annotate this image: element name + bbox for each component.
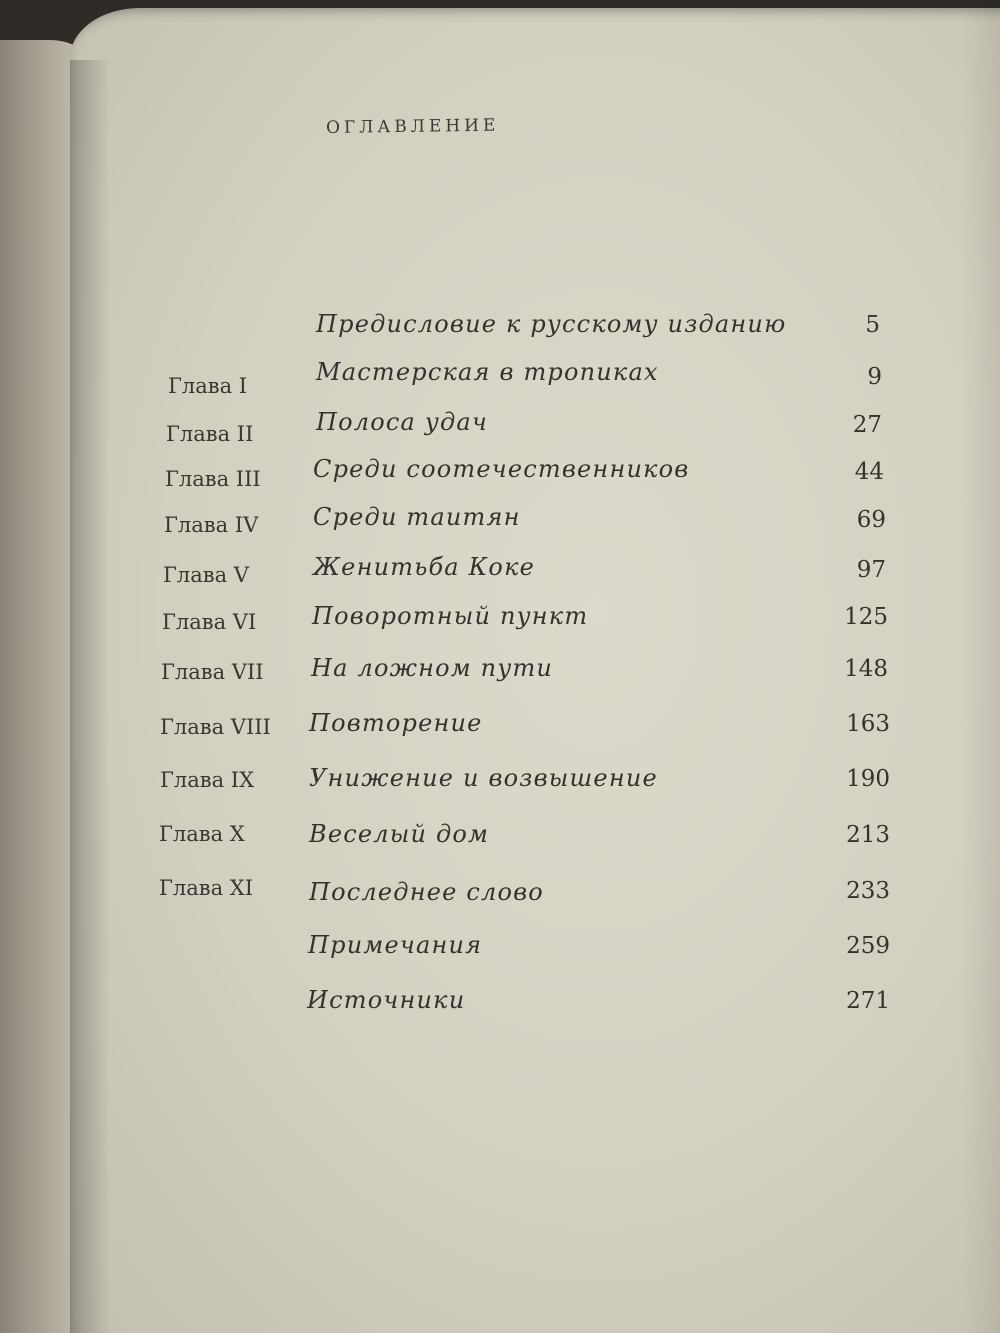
chapter-label: Глава III — [165, 467, 261, 491]
toc-entry — [0, 764, 1000, 812]
page-number: 190 — [846, 766, 890, 792]
chapter-label: Глава VIII — [160, 715, 271, 739]
chapter-title: Среди соотечественников — [313, 455, 690, 483]
chapter-title: Источники — [307, 986, 466, 1014]
chapter-title: Поворотный пункт — [312, 602, 589, 630]
chapter-label: Глава IV — [164, 513, 259, 537]
chapter-title: Веселый дом — [309, 820, 490, 848]
page-number: 125 — [844, 604, 888, 630]
page-number: 259 — [846, 933, 890, 959]
chapter-title: Мастерская в тропиках — [316, 358, 659, 386]
toc-entry — [0, 876, 1000, 924]
toc-entry — [0, 503, 1000, 551]
toc-entry — [0, 408, 1000, 456]
page-number: 69 — [856, 507, 886, 533]
page-number: 233 — [846, 878, 890, 904]
toc-entry — [0, 310, 1000, 358]
chapter-label: Глава VI — [162, 610, 257, 634]
chapter-title: Среди таитян — [313, 503, 521, 531]
chapter-label: Глава VII — [161, 660, 264, 684]
page-number: 9 — [867, 364, 882, 390]
toc-entry — [0, 358, 1000, 406]
toc-entry — [0, 709, 1000, 757]
toc-entry — [0, 602, 1000, 650]
page-number: 148 — [844, 656, 888, 682]
chapter-title: Примечания — [308, 931, 483, 959]
chapter-title: Женитьба Коке — [313, 553, 536, 581]
chapter-label: Глава X — [159, 822, 245, 846]
chapter-label: Глава II — [166, 422, 254, 446]
page-number: 5 — [865, 312, 880, 338]
page-number: 44 — [854, 459, 884, 485]
page-number: 271 — [846, 988, 890, 1014]
chapter-label: Глава I — [168, 374, 248, 398]
chapter-title: Предисловие к русскому изданию — [316, 310, 787, 338]
toc-entry — [0, 931, 1000, 979]
toc-entry — [0, 455, 1000, 503]
chapter-title: Полоса удач — [316, 408, 489, 436]
chapter-label: Глава V — [163, 563, 249, 587]
chapter-title: Последнее слово — [309, 878, 544, 906]
toc-entry — [0, 820, 1000, 868]
page-number: 97 — [856, 557, 886, 583]
page-number: 163 — [846, 711, 890, 737]
chapter-label: Глава IX — [160, 768, 255, 792]
chapter-title: На ложном пути — [311, 654, 554, 682]
chapter-title: Унижение и возвышение — [309, 764, 658, 792]
toc-heading: ОГЛАВЛЕНИЕ — [325, 115, 500, 138]
toc-entry — [0, 986, 1000, 1034]
toc-entry — [0, 654, 1000, 702]
chapter-label: Глава XI — [159, 876, 254, 900]
toc-entry — [0, 553, 1000, 601]
page-number: 27 — [852, 412, 882, 438]
chapter-title: Повторение — [309, 709, 483, 737]
page-number: 213 — [846, 822, 890, 848]
